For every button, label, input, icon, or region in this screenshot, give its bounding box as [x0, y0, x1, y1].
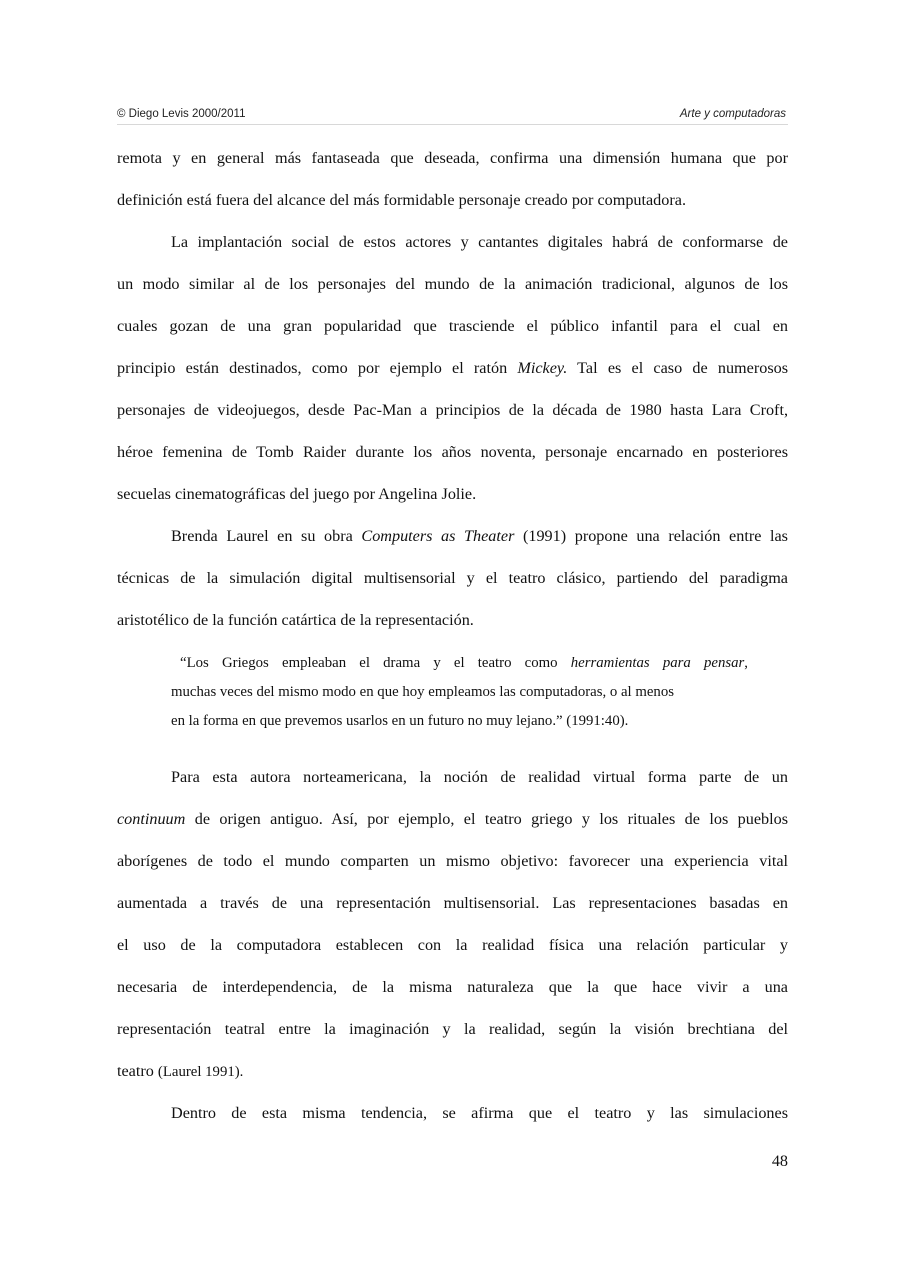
- text-line: [117, 515, 788, 557]
- text-line: aborígenes de todo el mundo comparten un mismo objetivo: favorecer una experiencia vital: [117, 852, 788, 870]
- text-line: [117, 1050, 788, 1092]
- text-run: ,: [744, 655, 748, 671]
- text-run: de origen antiguo. Así, por ejemplo, el teatro griego y los rituales de los pueblos: [185, 810, 788, 828]
- italic-run: Mickey.: [517, 359, 568, 377]
- text-line: aumentada a través de una representación multisensorial. Las representaciones basadas en: [117, 894, 788, 912]
- text-run: “Los Griegos empleaban el drama y el teatro como: [180, 655, 571, 671]
- text-line: cuales gozan de una gran popularidad que trasciende el público infantil para el cual en: [117, 317, 788, 335]
- text-run: teatro: [117, 1062, 158, 1080]
- text-line: técnicas de la simulación digital multisensorial y el teatro clásico, partiendo del paradigma: [117, 569, 788, 587]
- text-run: Tal es el caso de numerosos: [567, 359, 788, 377]
- page-number: 48: [771, 1152, 788, 1170]
- text-line: un modo similar al de los personajes del mundo de la animación tradicional, algunos de los: [117, 275, 788, 293]
- text-line: representación teatral entre la imaginación y la realidad, según la visión brechtiana del: [117, 1020, 788, 1038]
- text-line: secuelas cinematográficas del juego por Angelina Jolie.: [117, 485, 477, 503]
- quote-line: en la forma en que prevemos usarlos en un futuro no muy lejano.” (1991:40).: [171, 713, 629, 729]
- text-line: Dentro de esta misma tendencia, se afirma que el teatro y las simulaciones: [171, 1104, 788, 1122]
- text-line: aristotélico de la función catártica de la representación.: [117, 611, 474, 629]
- text-line: necesaria de interdependencia, de la misma naturaleza que la que hace vivir a una: [117, 978, 788, 996]
- quote-line: muchas veces del mismo modo en que hoy empleamos las computadoras, o al menos: [171, 684, 674, 700]
- block-quote: [171, 649, 748, 736]
- header-copyright: © Diego Levis 2000/2011: [117, 108, 246, 120]
- text-line: definición está fuera del alcance del más formidable personaje creado por computadora.: [117, 191, 686, 209]
- text-line: héroe femenina de Tomb Raider durante los años noventa, personaje encarnado en posteriores: [117, 443, 788, 461]
- text-run: principio están destinados, como por ejemplo el ratón: [117, 359, 518, 377]
- text-line: Para esta autora norteamericana, la noción de realidad virtual forma parte de un: [171, 768, 788, 786]
- citation-run: (Laurel 1991).: [157, 1064, 244, 1080]
- running-header: [117, 106, 788, 125]
- document-body: [117, 137, 788, 1134]
- italic-run: continuum: [117, 810, 186, 828]
- text-run: Brenda Laurel en su obra: [171, 527, 362, 545]
- text-line: [117, 798, 788, 840]
- italic-run: herramientas para pensar: [570, 655, 745, 671]
- text-line: [117, 347, 788, 389]
- header-title: Arte y computadoras: [679, 108, 786, 120]
- text-line: La implantación social de estos actores y cantantes digitales habrá de conformarse de: [171, 233, 788, 251]
- italic-run: Computers as Theater: [361, 527, 515, 545]
- quote-line: [171, 649, 748, 678]
- text-run: (1991) propone una relación entre las: [514, 527, 788, 545]
- text-line: personajes de videojuegos, desde Pac-Man a principios de la década de 1980 hasta Lara Croft,: [117, 401, 788, 419]
- text-line: el uso de la computadora establecen con la realidad física una relación particular y: [117, 936, 788, 954]
- text-line: remota y en general más fantaseada que deseada, confirma una dimensión humana que por: [117, 149, 788, 167]
